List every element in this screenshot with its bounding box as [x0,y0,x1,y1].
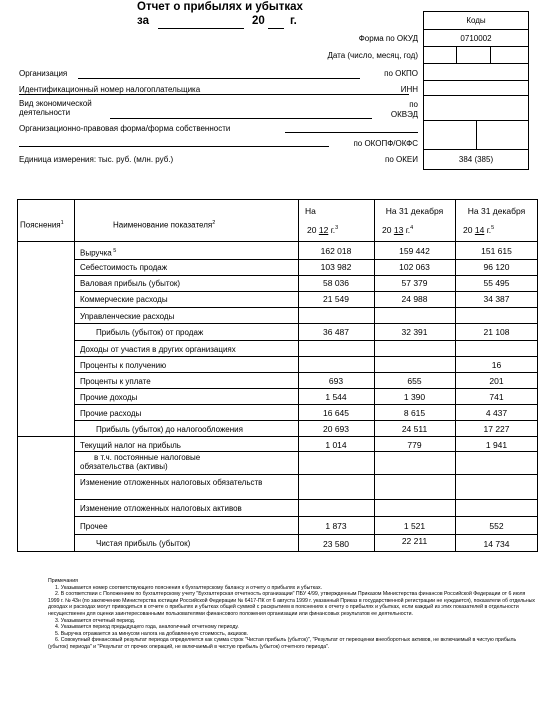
notes-section [48,578,536,651]
table-cell: 57 379 [401,278,428,288]
table-row-label: Прибыль (убыток) от продаж [96,328,204,337]
table-row-label: в т.ч. постоянные налоговые обязательства (активы) [80,453,201,471]
col3-top: На 31 декабря [467,206,526,216]
codes-divider [423,63,529,64]
table-row-label: Прибыль (убыток) до налогообложения [96,425,243,434]
col1-year-header: 20 12 г.$^3$ [307,224,339,235]
okei-value: 384 (385) [458,155,494,164]
table-cell: 36 487 [323,327,349,337]
row-divider [74,259,538,260]
table-row-label: Валовая прибыль (убыток) [80,279,181,288]
table-row-label: Текущий налог на прибыль [80,441,181,450]
row-divider [74,388,538,389]
table-row-label: Управленческие расходы [80,312,175,321]
table-cell: 741 [489,392,504,402]
table-row-label: Выручка $^5$ [80,248,117,258]
table-row-label: Прочие расходы [80,409,142,418]
header-divider [17,241,538,242]
table-row-label: Изменение отложенных налоговых обязательств [80,478,263,487]
table-cell: 201 [489,376,504,386]
date-divider [456,46,457,63]
table-cell: 552 [489,521,504,531]
table-cell: 1 873 [325,521,347,531]
table-cell: 17 227 [483,424,510,434]
note-item: 5. Выручка отражается за минусом налога на добавленную стоимость, акцизов. [55,630,249,637]
table-cell: 58 036 [323,278,349,288]
table-cell: 23 580 [323,539,349,549]
codes-divider [423,80,529,81]
col-notes-header: Пояснения$^1$ [20,220,64,230]
row-divider [74,307,538,308]
table-cell: 1 941 [485,440,508,450]
table-cell: 693 [328,376,344,386]
okpo-label: по ОКПО [384,69,418,78]
note-item: 6. Совокупный финансовый результат периода определяется как сумма строк "Чистая прибыль (убыток)", "Результат от переоценки внеоборотных активов, не включаемый в чистую прибыль (убыток) периода" и "Результат от прочих операций, не включаемый в чистую прибыль (убыток) отчетного периода". [48,637,517,650]
col3-year-header: 20 14 г.$^5$ [463,224,495,235]
note-item: 1. Указывается номер соответствующего пояснения к бухгалтерскому балансу и отчету о прибылях и убытках. [55,584,323,591]
table-cell: 1 390 [403,392,426,402]
inn-label: Идентификационный номер налогоплательщика [19,85,201,94]
activity-label: Вид экономической деятельности [19,99,92,117]
okud-value: 0710002 [460,34,492,43]
table-cell: 16 645 [323,408,349,418]
table-cell: 779 [407,440,422,450]
table-cell: 32 391 [401,327,428,337]
legal-form-field[interactable] [285,122,418,133]
table-cell: 24 511 [401,424,428,434]
table-cell: 102 063 [399,262,430,272]
codes-header: Коды [466,16,486,25]
note-item: 3. Указывается отчетный период. [55,617,136,624]
date-divider [490,46,491,63]
row-divider [74,372,538,373]
row-divider [74,323,538,324]
row-divider [74,340,538,341]
row-divider [74,356,538,357]
okopf-divider [476,120,477,149]
table-cell: 162 018 [320,246,352,256]
report-title: Отчет о прибылях и убытках [137,1,303,13]
table-row-label: Проценты к получению [80,361,167,370]
org-label: Организация [19,69,68,78]
okopf-label: по ОКОПФ/ОКФС [353,139,418,148]
col2-year-header: 20 13 г.$^4$ [382,224,414,235]
table-cell: 103 982 [320,262,352,272]
period-za-label: за [137,15,149,27]
codes-divider [423,46,529,47]
table-row-label: Прочее [80,522,108,531]
table-cell: 20 693 [323,424,349,434]
okei-label: по ОКЕИ [385,155,418,164]
row-divider [74,534,538,535]
table-cell: 16 [491,360,502,370]
table-row-label: Проценты к уплате [80,377,151,386]
row-divider [74,451,538,452]
row-divider [74,275,538,276]
table-cell: 34 387 [483,294,510,304]
table-cell: 55 495 [483,278,510,288]
row-divider [17,436,538,437]
table-row-label: Прочие доходы [80,393,138,402]
period-year-field[interactable] [268,14,284,29]
table-cell: 655 [407,376,422,386]
table-cell: 14 734 [483,539,510,549]
table-row-label: Чистая прибыль (убыток) [96,539,191,548]
row-divider [74,516,538,517]
codes-divider [423,149,529,150]
table-cell: 1 014 [325,440,347,450]
legal-form-field-2[interactable] [19,136,329,147]
unit-label: Единица измерения: тыс. руб. (млн. руб.) [19,155,174,164]
table-row-label: Себестоимость продаж [80,263,168,272]
codes-divider [423,29,529,30]
table-cell: 8 615 [403,408,426,418]
note-item: 2. В соответствии с Положением по бухгалтерскому учету "Бухгалтерская отчетность организации" ПБУ 4/99, утвержденным Приказом Министерства финансов Российской Федерации от 6 июля 1999 г. № 43н (по заключению Министерства юстиции Российской Федерации № 6417-ПК от 6 августа 1999 г. указанный Приказ в государственной регистрации не нуждается), показатели об отдельных доходах и расходах могут приводиться в отчете о прибылях и убытках общей суммой с раскрытием в пояснениях к отчету о прибылях и убытках, если каждый из этих показателей в отдельности несущественен для оценки заинтересованными пользователями финансового положения организации или финансовых результатов ее деятельности. [48,591,536,617]
col2-top: На 31 декабря [385,206,444,216]
legal-form-label: Организационно-правовая форма/форма собственности [19,124,231,133]
table-cell: 1 521 [403,521,426,531]
table-cell: 21 108 [483,327,510,337]
okud-label: Форма по ОКУД [358,34,418,43]
table-row-label: Коммерческие расходы [80,295,168,304]
date-label: Дата (число, месяц, год) [327,51,418,60]
row-divider [74,499,538,500]
period-year-suffix: г. [290,15,297,27]
activity-field[interactable] [110,107,372,119]
okved-label: ОКВЭД [390,110,418,119]
col1-top: На [305,206,316,216]
table-row-label: Изменение отложенных налоговых активов [80,504,242,513]
row-divider [74,291,538,292]
table-cell: 24 988 [401,294,428,304]
table-row-label: Доходы от участия в других организациях [80,345,236,354]
inn-code-label: ИНН [400,85,418,94]
table-cell: 22 211 [401,536,428,546]
codes-divider [423,95,529,96]
notes-title: Примечания [48,578,78,584]
period-field[interactable] [158,14,244,29]
row-divider [74,420,538,421]
period-year-prefix: 20 [252,15,265,27]
table-cell: 21 549 [323,294,349,304]
note-item: 4. Указывается период предыдущего года, аналогичный отчетному периоду. [55,624,239,631]
table-cell: 1 544 [325,392,347,402]
table-cell: 96 120 [483,262,510,272]
org-field[interactable] [78,67,360,79]
row-divider [74,404,538,405]
col-name-header: Наименование показателя$^2$ [113,220,216,230]
row-divider [74,474,538,475]
okved-prefix: по [409,100,418,109]
table-cell: 4 437 [485,408,508,418]
inn-field[interactable] [19,83,409,95]
table-cell: 159 442 [399,246,430,256]
table-cell: 151 615 [481,246,512,256]
